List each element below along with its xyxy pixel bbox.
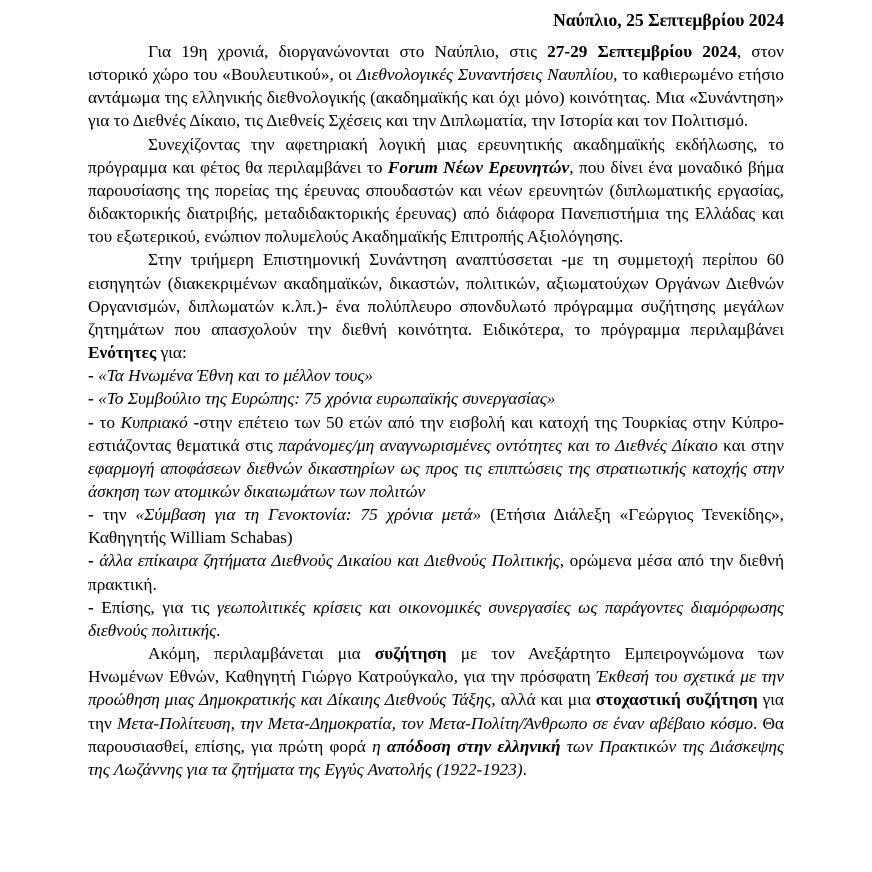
paragraph-program xyxy=(88,248,784,364)
dash: - xyxy=(322,296,328,316)
list-item-cyprus xyxy=(88,411,784,504)
text: , ορώμενα μέσα από την διεθνή πρακτική. xyxy=(88,551,784,594)
item-topic: άλλα επίκαιρα ζητήματα Διεθνούς Δικαίου και Διεθνούς Πολιτικής xyxy=(99,551,560,571)
dash: - xyxy=(561,250,568,270)
text: εστιάζοντας θεματικά στις xyxy=(88,435,279,455)
text: η xyxy=(372,736,387,756)
dash: - xyxy=(88,389,94,409)
text: . xyxy=(216,620,221,640)
text: (Ετήσια Διάλεξη «Γεώργιος Τενεκίδης», Καθηγητής William Schabas) xyxy=(88,505,785,548)
list-item-genocide-convention xyxy=(88,503,784,549)
text: με τον Ανεξάρτητο Εμπειρογνώμονα των Ηνωμένων Εθνών, Καθηγητή Γιώργο Κατρούγκαλο, για την πρόσφατη xyxy=(88,644,784,687)
dash: - xyxy=(88,412,94,432)
item-topic: παράνομες/μη αναγνωρισμένες οντότητες και το Διεθνές Δίκαιο xyxy=(278,435,718,455)
text: για: xyxy=(156,343,187,363)
text: την xyxy=(93,505,136,525)
text: ένα πολύπλευρο σπονδυλωτό πρόγραμμα συζήτησης μεγάλων ζητημάτων που απασχολούν την διεθνή κοινότητα. Ειδικότερα, το πρόγραμμα περιλαμβάνει xyxy=(88,296,784,339)
event-dates: 27-29 Σεπτεμβρίου 2024 xyxy=(547,42,737,61)
text: Στην τριήμερη Επιστημονική Συνάντηση αναπτύσσεται xyxy=(148,250,562,270)
discussion-topic: Μετα-Πολίτευση, την Μετα-Δημοκρατία, τον Μετα-Πολίτη/Άνθρωπο σε έναν αβέβαιο κόσμο xyxy=(116,713,753,733)
item-title: «Σύμβαση για τη Γενοκτονία: 75 χρόνια μετά» xyxy=(135,505,482,525)
place-date-heading: Ναύπλιο, 25 Σεπτεμβρίου 2024 xyxy=(553,10,784,30)
text: , στον ιστορικό χώρο του «Βουλευτικού», οι xyxy=(88,42,784,85)
text: στην επέτειο των 50 ετών από την εισβολή και κατοχή της Τουρκίας στην Κύπρο xyxy=(199,412,779,432)
event-name: Διεθνολογικές Συναντήσεις Ναυπλίου xyxy=(356,65,614,85)
text: Συνεχίζοντας την αφετηριακή λογική μιας ερευνητικής ακαδημαϊκής εκδήλωσης, το πρόγραμμα και φέτος θα περιλαμβάνει το xyxy=(88,134,784,177)
dash: - xyxy=(88,551,94,571)
text: Ακόμη, περιλαμβάνεται μια xyxy=(148,644,375,664)
text: και στην xyxy=(717,435,784,455)
paragraph-forum xyxy=(88,133,784,249)
paragraph-intro xyxy=(88,40,784,133)
dash: - xyxy=(193,412,200,432)
proceedings-title: των Πρακτικών της Διάσκεψης της Λωζάννης για τα ζητήματα της Εγγύς Ανατολής (1922-1923) xyxy=(88,736,784,779)
text: το xyxy=(93,412,121,432)
text: . Θα παρουσιασθεί, επίσης, για πρώτη φορά xyxy=(88,713,784,756)
discussion-label: συζήτηση xyxy=(374,644,447,664)
list-item-un xyxy=(88,364,784,387)
item-title: «Το Συμβούλιο της Ευρώπης: 75 χρόνια ευρωπαϊκής συνεργασίας» xyxy=(93,389,556,409)
item-topic: γεωπολιτικές κρίσεις και οικονομικές συνεργασίες ως παράγοντες διαμόρφωσης διεθνούς πολιτικής xyxy=(88,597,784,640)
text: , που δίνει ένα μοναδικό βήμα παρουσίασης της πορείας της έρευνας σπουδαστών και νέων ερευνητών (διπλωματικής εργασίας, διδακτορικής διατριβής, μεταδιδακτορικής έρευνας) από διάφορα Πανεπιστήμια της Ελλάδας και του εξωτερικού, ενώπιον πολυμελούς Ακαδημαϊκής Επιτροπής Αξιολόγησης. xyxy=(88,157,784,247)
forum-name: Forum Νέων Ερευνητών xyxy=(387,157,570,177)
item-topic: Κυπριακό xyxy=(120,412,188,432)
text: , το καθιερωμένο ετήσιο αντάμωμα της ελληνικής διεθνολογικής (ακαδημαϊκής και όχι μόνο) κοινότητας. Μια «Συνάντηση» για το Διεθνές Δίκαιο, τις Διεθνείς Σχέσεις και την Διπλωματία, την Ιστορία και τον Πολιτισμό. xyxy=(88,65,785,131)
dash: - xyxy=(88,597,94,617)
list-item-council-of-europe xyxy=(88,387,784,410)
item-topic: εφαρμογή αποφάσεων διεθνών δικαστηρίων ως προς τις επιπτώσεις της στρατιωτικής κατοχής στην άσκηση των ατομικών δικαιωμάτων των πολιτών xyxy=(88,458,784,501)
text: . xyxy=(522,759,527,779)
report-title: Έκθεσή του σχετικά με την προώθηση μιας Δημοκρατικής και Δίκαιης Διεθνούς Τάξης xyxy=(88,667,784,710)
text: με τη συμμετοχή περίπου 60 εισηγητών (διακεκριμένων ακαδημαϊκών, δικαστών, πολιτικών, αξιωματούχων Οργάνων Διεθνών Οργανισμών, διπλωματών κ.λπ.) xyxy=(88,250,784,316)
press-release-document xyxy=(88,8,784,781)
reflective-discussion-label: στοχαστική συζήτηση xyxy=(595,690,758,710)
list-item-other-topics xyxy=(88,549,784,595)
translation-label: απόδοση στην ελληνική xyxy=(386,736,561,756)
paragraph-discussions xyxy=(88,642,784,781)
text: Για 19η χρονιά, διοργανώνονται στο Ναύπλιο, στις xyxy=(148,42,548,61)
text: Επίσης, για τις xyxy=(93,597,217,617)
item-title: «Τα Ηνωμένα Έθνη και το μέλλον τους» xyxy=(93,366,373,386)
list-item-geopolitics xyxy=(88,596,784,642)
dash: - xyxy=(88,505,94,525)
text: για την xyxy=(88,690,784,733)
text: , αλλά και μια xyxy=(491,690,596,710)
dash: - xyxy=(778,412,784,432)
dash: - xyxy=(88,366,94,386)
sections-label: Ενότητες xyxy=(88,343,157,363)
